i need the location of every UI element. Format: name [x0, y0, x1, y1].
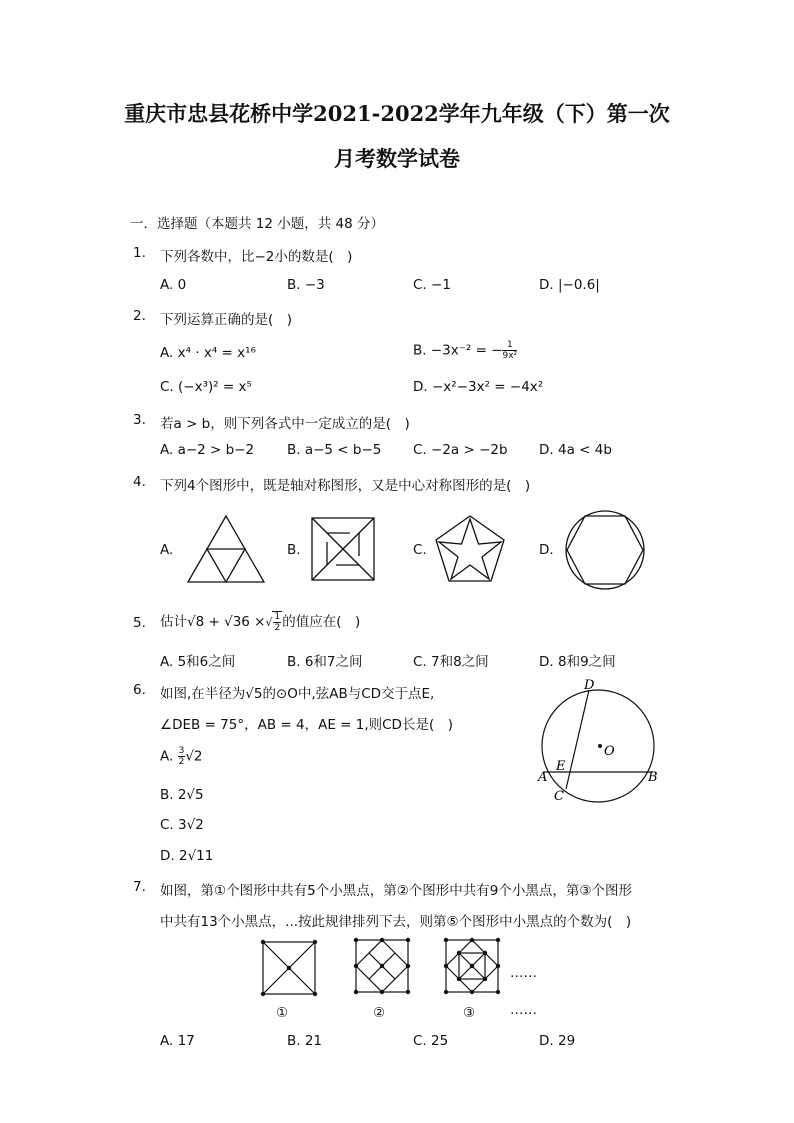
- q6-option-a: [160, 746, 203, 767]
- q5-number: 5.: [133, 615, 146, 631]
- q4-option-a-label: A.: [160, 542, 174, 558]
- q2-option-b-text: B. −3x⁻² = −: [413, 342, 503, 359]
- q7-option-b: B. 21: [287, 1033, 323, 1049]
- q4-option-b-label: B.: [287, 542, 301, 558]
- label-B: B: [648, 770, 658, 785]
- circle-hexagon-figure: [564, 509, 646, 591]
- q2-option-b: [413, 340, 517, 361]
- section-heading: 一．选择题（本题共 12 小题，共 48 分）: [130, 216, 385, 232]
- exam-title-line1: 重庆市忠县花桥中学2021-2022学年九年级（下）第一次: [124, 101, 670, 126]
- q6-option-a-radical: √2: [185, 748, 203, 765]
- q6-a-denominator: 2: [178, 757, 185, 767]
- q5-stem-expression: 估计√8 + √36 ×: [160, 614, 266, 630]
- q2-option-c: C. (−x³)² = x⁵: [160, 379, 252, 395]
- q6-option-c: C. 3√2: [160, 817, 204, 833]
- figure-1-label: ①: [276, 1005, 289, 1021]
- q5-sqrt-fraction: [272, 611, 282, 633]
- q7-option-a: A. 17: [160, 1033, 195, 1049]
- q6-option-b: B. 2√5: [160, 787, 204, 803]
- q7-option-c: C. 25: [413, 1033, 449, 1049]
- q5-option-d: D. 8和9之间: [539, 654, 616, 670]
- q5-stem: 估计√8 + √36 ×√ $\frac{1}{2}$ 的值应在( ): [160, 612, 361, 633]
- q6-line1: 如图,在半径为√5的⊙O中,弦AB与CD交于点E,: [160, 686, 435, 702]
- q2-number: 2.: [133, 308, 146, 324]
- q3-option-a: A. a−2 > b−2: [160, 442, 255, 458]
- q2-option-a: A. x⁴ · x⁴ = x¹⁶: [160, 345, 256, 361]
- q3-stem: 若a > b，则下列各式中一定成立的是( ): [160, 416, 410, 432]
- figure-2-label: ②: [373, 1005, 386, 1021]
- label-A: A: [538, 770, 548, 785]
- q6-line2: ∠DEB = 75°，AB = 4，AE = 1,则CD长是( ): [160, 717, 453, 733]
- q1-option-c: C. −1: [413, 277, 451, 293]
- q7-number: 7.: [133, 879, 146, 895]
- exam-title-line2: 月考数学试卷: [334, 146, 460, 171]
- q6-option-a-letter: A.: [160, 748, 174, 765]
- q2-b-denominator: 9x²: [502, 351, 518, 361]
- q5-option-b: B. 6和7之间: [287, 654, 363, 670]
- q2-option-d: D. −x²−3x² = −4x²: [413, 379, 544, 395]
- label-E: E: [556, 759, 566, 774]
- q7-line2: 中共有13个小黑点，...按此规律排列下去，则第⑤个图形中小黑点的个数为( ): [160, 914, 632, 930]
- q3-option-c: C. −2a > −2b: [413, 442, 508, 458]
- q1-number: 1.: [133, 245, 146, 261]
- figure-3-label: ③: [463, 1005, 476, 1021]
- q2-b-numerator: 1: [502, 340, 517, 351]
- label-D: D: [584, 678, 595, 693]
- q6-number: 6.: [133, 682, 146, 698]
- label-C: C: [554, 789, 564, 804]
- dot-pattern-figure-3: [442, 936, 502, 996]
- q1-option-a: A. 0: [160, 277, 187, 293]
- q5-option-c: C. 7和8之间: [413, 654, 489, 670]
- q2-stem: 下列运算正确的是( ): [160, 312, 293, 328]
- triangle-figure: [185, 513, 267, 585]
- q4-number: 4.: [133, 474, 146, 490]
- q7-line1: 如图，第①个图形中共有5个小黑点，第②个图形中共有9个小黑点，第③个图形: [160, 883, 632, 899]
- q4-stem: 下列4个图形中，既是轴对称图形，又是中心对称图形的是( ): [160, 478, 531, 494]
- q1-option-b: B. −3: [287, 277, 325, 293]
- q1-stem: 下列各数中，比−2小的数是( ): [160, 249, 353, 265]
- ellipsis-bottom: ……: [510, 1002, 537, 1018]
- q6-a-numerator: 3: [178, 746, 185, 756]
- label-O: O: [604, 744, 615, 759]
- q5-option-a: A. 5和6之间: [160, 654, 236, 670]
- pentagon-star-figure: [433, 513, 507, 585]
- q3-option-b: B. a−5 < b−5: [287, 442, 382, 458]
- q4-option-d-label: D.: [539, 542, 554, 558]
- q5-stem-tail: 的值应在( ): [282, 614, 361, 630]
- q5-frac-denominator: 2: [274, 623, 281, 633]
- circle-chord-diagram: [530, 676, 670, 806]
- q1-option-d: D. |−0.6|: [539, 277, 600, 293]
- q3-option-d: D. 4a < 4b: [539, 442, 612, 458]
- dot-pattern-figure-1: [259, 938, 319, 998]
- dot-pattern-figure-2: [352, 936, 412, 996]
- q6-option-d: D. 2√11: [160, 848, 214, 864]
- q5-frac-numerator: 1: [274, 612, 281, 622]
- q4-option-c-label: C.: [413, 542, 427, 558]
- pinwheel-square-figure: [310, 516, 376, 582]
- q7-option-d: D. 29: [539, 1033, 576, 1049]
- q3-number: 3.: [133, 412, 146, 428]
- q2-option-b-fraction: [502, 340, 517, 361]
- ellipsis-top: ……: [510, 965, 537, 981]
